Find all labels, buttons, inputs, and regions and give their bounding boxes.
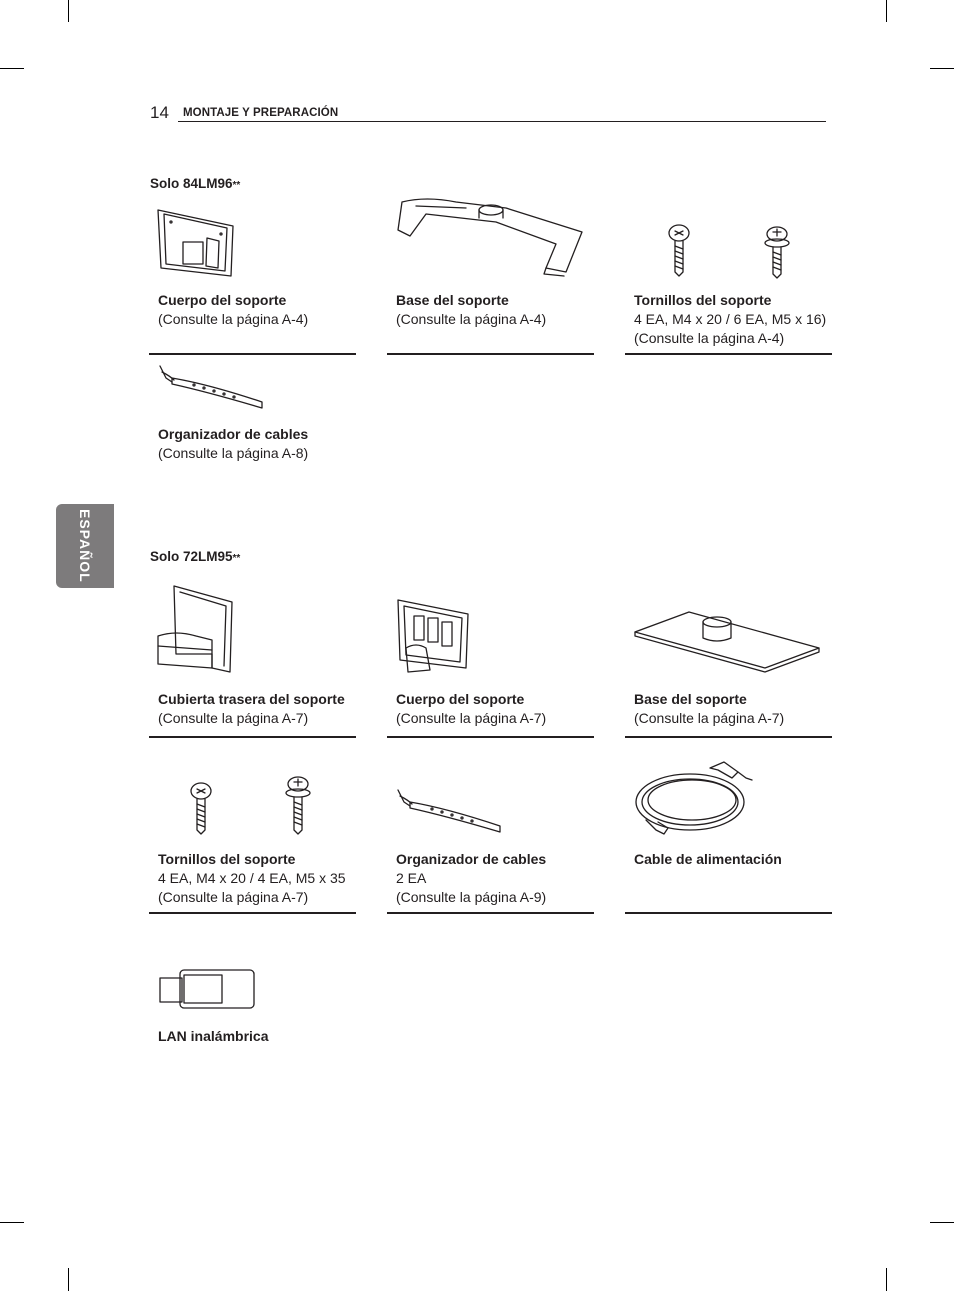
- cable-organizer-illustration: [396, 788, 504, 834]
- item-ref: (Consulte la página A-7): [396, 710, 547, 726]
- item-ref: (Consulte la página A-7): [158, 710, 309, 726]
- power-cable-illustration: [634, 760, 754, 836]
- item-ref: (Consulte la página A-4): [634, 330, 785, 346]
- row-rule: [149, 912, 356, 914]
- item-84-4: [158, 425, 308, 463]
- wireless-lan-dongle-icon: [158, 968, 256, 1010]
- item-84-1: [158, 291, 308, 329]
- language-tab-label: ESPAÑOL: [77, 509, 93, 583]
- row-rule: [625, 912, 832, 914]
- item-title: Cubierta trasera del soporte: [158, 691, 345, 707]
- item-title: Base del soporte: [634, 691, 747, 707]
- item-title: Base del soporte: [396, 292, 509, 308]
- page-number: 14: [150, 103, 169, 122]
- item-spec: 4 EA, M4 x 20 / 4 EA, M5 x 35: [158, 870, 346, 886]
- row-rule: [387, 353, 594, 355]
- crop-mark: [886, 1268, 887, 1291]
- item-72-3: [634, 690, 784, 728]
- item-72-6: [634, 850, 782, 869]
- item-spec: 4 EA, M4 x 20 / 6 EA, M5 x 16): [634, 311, 827, 327]
- crop-mark: [68, 1268, 69, 1291]
- item-ref: (Consulte la página A-4): [396, 311, 547, 327]
- item-72-4: [158, 850, 346, 907]
- item-title: Organizador de cables: [158, 426, 309, 442]
- back-cover-illustration: [156, 584, 236, 676]
- item-84-3: [634, 291, 826, 348]
- item-ref: (Consulte la página A-4): [158, 311, 309, 327]
- item-title: Cuerpo del soporte: [158, 292, 287, 308]
- item-title: Cable de alimentación: [634, 851, 782, 867]
- item-title: LAN inalámbrica: [158, 1028, 269, 1044]
- section-title: MONTAJE Y PREPARACIÓN: [183, 107, 339, 119]
- crop-mark: [0, 1222, 24, 1223]
- item-title: Tornillos del soporte: [158, 851, 296, 867]
- item-72-7: [158, 1027, 268, 1046]
- crop-mark: [0, 68, 24, 69]
- item-title: Cuerpo del soporte: [396, 691, 525, 707]
- stand-body-illustration: [155, 208, 235, 278]
- crop-mark: [886, 0, 887, 22]
- row-rule: [149, 353, 356, 355]
- item-ref: (Consulte la página A-7): [158, 889, 309, 905]
- item-qty: 2 EA: [396, 870, 427, 886]
- item-title: Organizador de cables: [396, 851, 547, 867]
- item-72-2: [396, 690, 546, 728]
- cable-organizer-illustration: [158, 364, 266, 410]
- item-72-1: [158, 690, 345, 728]
- crop-mark: [930, 68, 954, 69]
- model-heading-84: [150, 176, 240, 191]
- crop-mark: [930, 1222, 954, 1223]
- item-ref: (Consulte la página A-9): [396, 889, 547, 905]
- stand-base-illustration: [396, 196, 584, 276]
- stand-body-illustration: [396, 598, 472, 678]
- item-84-2: [396, 291, 546, 329]
- model-heading-72: [150, 549, 240, 564]
- model-heading-84-label: Solo 84LM96: [150, 176, 233, 191]
- row-rule: [387, 912, 594, 914]
- model-heading-72-label: Solo 72LM95: [150, 549, 233, 564]
- screw-icon: [190, 782, 212, 834]
- item-ref: (Consulte la página A-8): [158, 445, 309, 461]
- item-title: Tornillos del soporte: [634, 292, 772, 308]
- glass-base-illustration: [633, 610, 821, 674]
- item-72-5: [396, 850, 546, 907]
- row-rule: [387, 736, 594, 738]
- model-heading-84-stars: **: [232, 180, 241, 191]
- screw-icon: [668, 224, 690, 276]
- crop-mark: [68, 0, 69, 22]
- header-rule: [178, 121, 826, 122]
- row-rule: [625, 353, 832, 355]
- screw-washer-icon: [764, 226, 790, 278]
- row-rule: [625, 736, 832, 738]
- item-ref: (Consulte la página A-7): [634, 710, 785, 726]
- screw-washer-icon: [285, 776, 311, 834]
- model-heading-72-stars: **: [232, 553, 241, 564]
- row-rule: [149, 736, 356, 738]
- language-tab-label-wrap: [56, 504, 114, 588]
